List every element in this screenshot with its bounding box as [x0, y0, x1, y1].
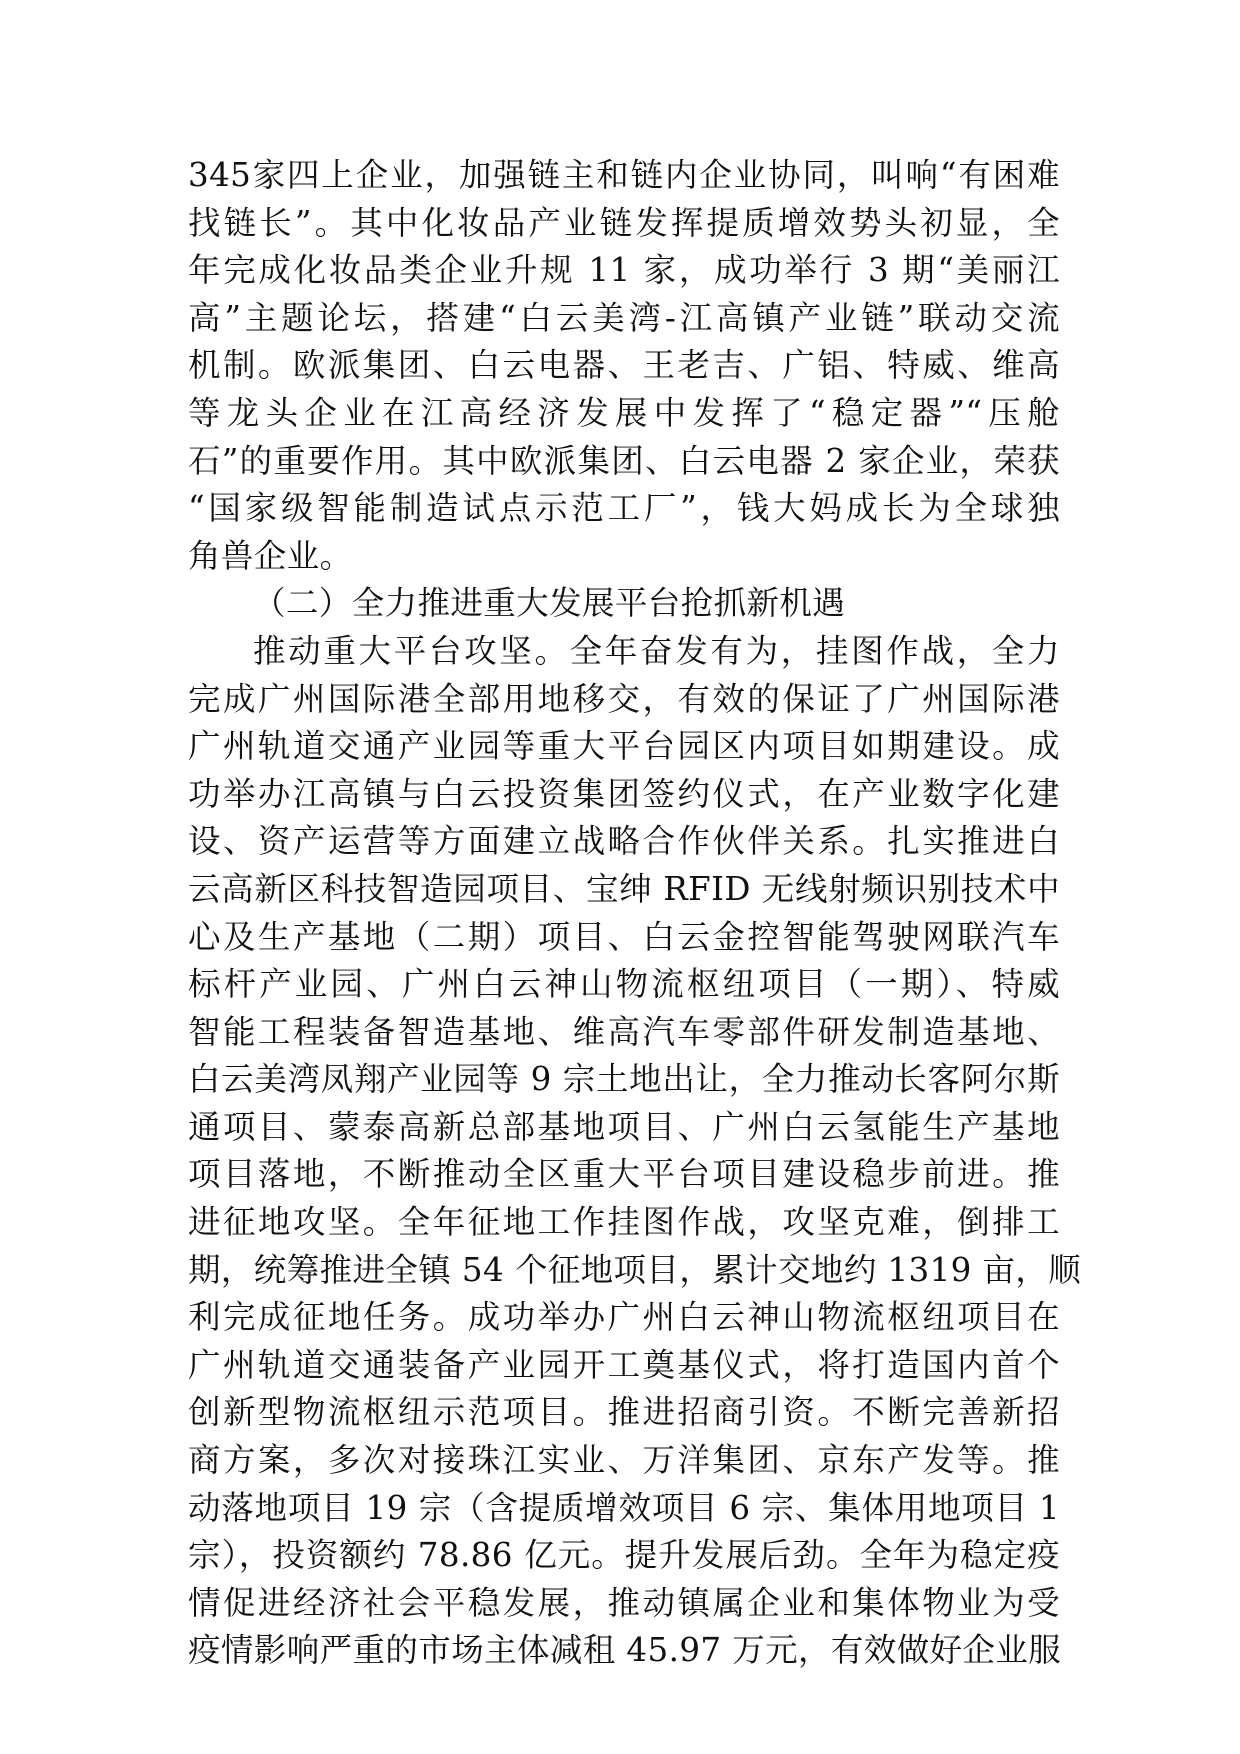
text-line: 标杆产业园、广州白云神山物流枢纽项目（一期）、特威	[188, 965, 1060, 1004]
text-line: 动落地项目 19 宗（含提质增效项目 6 宗、集体用地项目 1	[188, 1488, 1060, 1527]
text-line: 广州轨道交通装备产业园开工奠基仪式，将打造国内首个	[188, 1345, 1060, 1384]
text-line: 找链长”。其中化妆品产业链发挥提质增效势头初显，全	[188, 203, 1060, 242]
text-line: 角兽企业。	[188, 536, 353, 575]
text-line: 设、资产运营等方面建立战略合作伙伴关系。扎实推进白	[188, 822, 1060, 861]
body-text	[188, 152, 1082, 1675]
paragraph-first-line: 推动重大平台攻坚。全年奋发有为，挂图作战，全力	[253, 631, 1060, 670]
text-line: 机制。欧派集团、白云电器、王老吉、广铝、特威、维高	[188, 346, 1060, 385]
text-line: 宗），投资额约 78.86 亿元。提升发展后劲。全年为稳定疫	[188, 1536, 1060, 1575]
text-line: 年完成化妆品类企业升规 11 家，成功举行 3 期“美丽江	[188, 251, 1060, 290]
section-heading: （二）全力推进重大发展平台抢抓新机遇	[253, 584, 846, 623]
text-line: 等龙头企业在江高经济发展中发挥了“稳定器”“压舱	[188, 393, 1060, 432]
text-line: 白云美湾凤翔产业园等 9 宗土地出让，全力推动长客阿尔斯	[188, 1060, 1060, 1099]
text-line: 疫情影响严重的市场主体减租 45.97 万元，有效做好企业服	[188, 1631, 1062, 1670]
text-line: 进征地攻坚。全年征地工作挂图作战，攻坚克难，倒排工	[188, 1203, 1060, 1242]
text-line: 广州轨道交通产业园等重大平台园区内项目如期建设。成	[188, 727, 1060, 766]
text-line: 345家四上企业，加强链主和链内企业协同，叫响“有困难	[188, 156, 1060, 194]
text-line: 创新型物流枢纽示范项目。推进招商引资。不断完善新招	[188, 1393, 1060, 1432]
text-line: 期，统筹推进全镇 54 个征地项目，累计交地约 1319 亩，顺	[188, 1250, 1082, 1289]
text-line: 项目落地，不断推动全区重大平台项目建设稳步前进。推	[188, 1155, 1060, 1194]
text-line: 利完成征地任务。成功举办广州白云神山物流枢纽项目在	[188, 1298, 1060, 1337]
text-line: 情促进经济社会平稳发展，推动镇属企业和集体物业为受	[188, 1583, 1060, 1622]
text-line: 功举办江高镇与白云投资集团签约仪式，在产业数字化建	[188, 774, 1060, 813]
text-line: 云高新区科技智造园项目、宝绅 RFID 无线射频识别技术中	[188, 869, 1060, 908]
text-line: 完成广州国际港全部用地移交，有效的保证了广州国际港	[188, 679, 1060, 718]
text-line: 商方案，多次对接珠江实业、万洋集团、京东产发等。推	[188, 1441, 1060, 1480]
text-line: 心及生产基地（二期）项目、白云金控智能驾驶网联汽车	[188, 917, 1060, 956]
text-line: 高”主题论坛，搭建“白云美湾-江高镇产业链”联动交流	[188, 298, 1060, 337]
text-line: 石”的重要作用。其中欧派集团、白云电器 2 家企业，荣获	[188, 441, 1060, 480]
text-line: 通项目、蒙泰高新总部基地项目、广州白云氢能生产基地	[188, 1107, 1060, 1146]
text-line: 智能工程装备智造基地、维高汽车零部件研发制造基地、	[188, 1012, 1060, 1051]
text-line: “国家级智能制造试点示范工厂”，钱大妈成长为全球独	[188, 489, 1060, 528]
